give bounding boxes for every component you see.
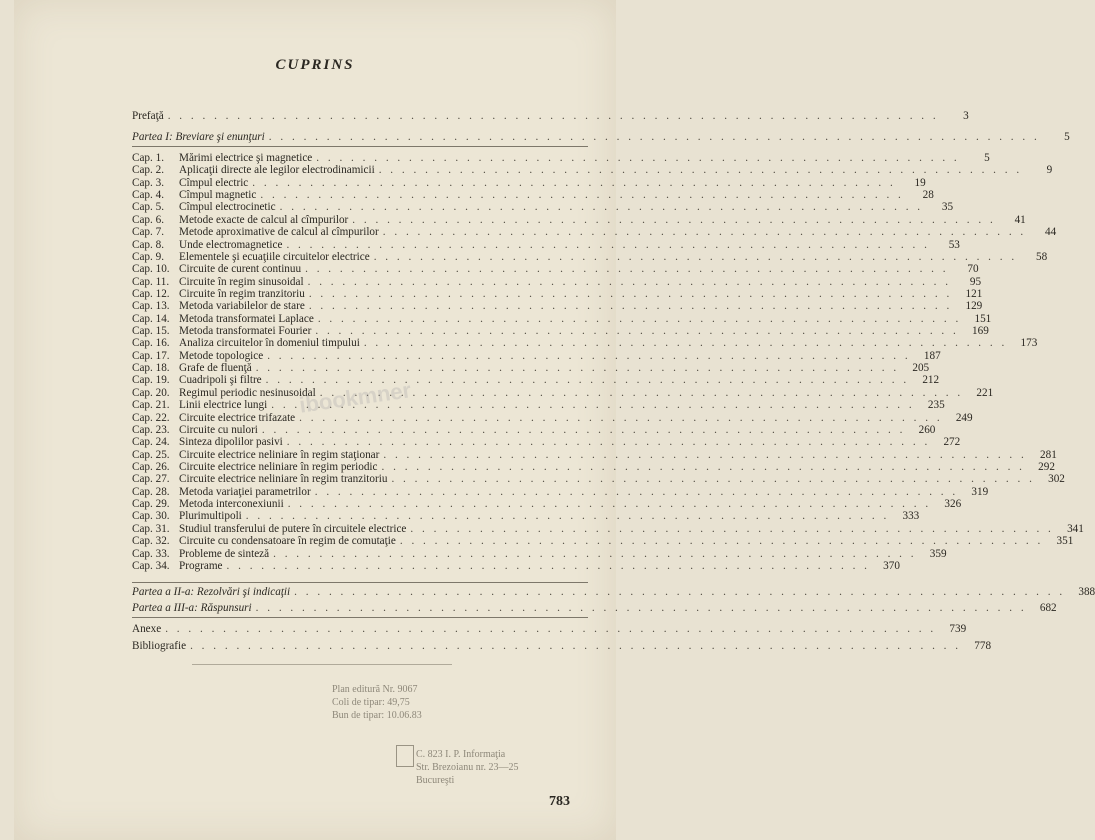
separator-line — [132, 617, 588, 618]
toc-entry-page: 778 — [974, 640, 992, 652]
imprint-line: Str. Brezoianu nr. 23—25 — [416, 762, 519, 773]
chapter-label: Cap. 12. — [132, 287, 170, 300]
chapter-title: Circuite în regim tranzitoriu — [179, 287, 305, 300]
chapter-title: Linii electrice lungi — [179, 399, 268, 412]
toc-entry-title: Partea I: Breviare şi enunţuri — [132, 131, 265, 143]
dot-leader — [168, 109, 939, 123]
chapter-title: Circuite în regim sinusoidal — [179, 275, 304, 288]
chapter-label: Cap. 14. — [132, 312, 170, 325]
chapter-title: Regimul periodic nesinusoidal — [179, 386, 316, 399]
chapter-title: Grafe de fluenţă — [179, 362, 252, 375]
toc-entry-partea-2 — [132, 585, 1095, 599]
chapter-label: Cap. 33. — [132, 547, 170, 560]
chapter-title: Metoda transformatei Fourier — [179, 325, 312, 338]
chapter-page: 173 — [1020, 337, 1038, 350]
chapter-title: Circuite cu condensatoare în regim de comutaţie — [179, 535, 396, 548]
chapter-label: Cap. 9. — [132, 250, 165, 263]
chapter-page: 187 — [923, 349, 941, 362]
chapter-label: Cap. 15. — [132, 325, 170, 338]
chapter-label: Cap. 2. — [132, 164, 165, 177]
chapter-label: Cap. 1. — [132, 152, 165, 164]
chapter-label: Cap. 17. — [132, 349, 170, 362]
toc-entry-bibliografie — [132, 639, 992, 653]
chapter-page: 41 — [1014, 213, 1026, 226]
chapter-page: 333 — [902, 510, 920, 523]
chapter-title: Circuite cu nulori — [179, 423, 258, 436]
chapter-label: Cap. 29. — [132, 498, 170, 511]
chapter-page: 359 — [929, 547, 947, 560]
separator-line — [132, 146, 588, 147]
chapter-title: Circuite electrice neliniare în regim staţionar — [179, 448, 380, 461]
chapter-title: Mărimi electrice şi magnetice — [179, 152, 313, 164]
imprint-line: Bucureşti — [416, 775, 455, 786]
chapter-label: Cap. 31. — [132, 522, 170, 535]
chapter-title: Metode aproximative de calcul al cîmpurilor — [179, 226, 379, 239]
chapter-page: 70 — [967, 263, 979, 276]
toc-entry-title: Partea a II-a: Rezolvări şi indicaţii — [132, 586, 291, 598]
chapter-title: Cîmpul magnetic — [179, 189, 257, 202]
chapter-title: Elementele şi ecuaţiile circuitelor electrice — [179, 250, 370, 263]
chapter-title: Metoda interconexiunii — [179, 498, 284, 511]
chapter-title-wrap — [179, 559, 870, 573]
toc-entry-title: Bibliografie — [132, 640, 187, 652]
chapter-title: Aplicaţii directe ale legilor electrodinamicii — [179, 164, 375, 177]
imprint-line: Plan editură Nr. 9067 — [332, 684, 418, 695]
separator-line — [132, 582, 588, 583]
chapter-page: 58 — [1035, 250, 1048, 263]
book-page — [14, 0, 1095, 840]
toc-entry-title: Prefaţă — [132, 110, 164, 122]
chapter-label: Cap. 20. — [132, 386, 170, 399]
dot-leader — [294, 585, 1065, 599]
chapter-title: Plurimultipoli — [179, 510, 242, 523]
chapter-title: Studiul transferului de putere în circuitele electrice — [179, 522, 407, 535]
watermark: ibookmner — [297, 377, 413, 418]
imprint-line: C. 823 I. P. Informaţia — [416, 749, 506, 760]
dot-leader — [190, 639, 961, 653]
chapter-title: Cuadripoli şi filtre — [179, 374, 262, 387]
chapter-label: Cap. 22. — [132, 411, 170, 424]
chapter-page: 260 — [918, 423, 936, 436]
chapter-page: 272 — [943, 436, 961, 449]
printer-logo — [396, 745, 414, 767]
chapter-title: Cîmpul electrocinetic — [179, 201, 276, 214]
chapter-page: 5 — [984, 152, 990, 164]
chapter-title: Metode topologice — [179, 349, 264, 362]
chapter-page: 19 — [914, 176, 926, 189]
dot-leader — [269, 130, 1040, 144]
chapter-label: Cap. 26. — [132, 461, 170, 473]
imprint-line: Coli de tipar: 49,75 — [332, 697, 410, 708]
chapter-label: Cap. 8. — [132, 238, 165, 251]
chapter-title: Metoda variaţiei parametrilor — [179, 485, 311, 498]
toc-entry-prefata — [132, 109, 969, 123]
chapter-label: Cap. 27. — [132, 473, 170, 486]
chapter-label: Cap. 7. — [132, 226, 165, 239]
chapter-page: 44 — [1045, 226, 1057, 239]
toc-entry-title: Anexe — [132, 623, 162, 635]
chapter-title: Metode exacte de calcul al cîmpurilor — [179, 213, 349, 226]
chapter-title: Metoda transformatei Laplace — [179, 312, 314, 325]
toc-entry-page: 5 — [1064, 131, 1070, 143]
toc-entry-anexe — [132, 622, 967, 636]
chapter-page: 169 — [972, 325, 989, 338]
chapter-page: 95 — [969, 275, 982, 288]
dot-leader — [227, 559, 870, 573]
chapter-label: Cap. 18. — [132, 362, 170, 375]
dot-leader — [256, 601, 1027, 615]
chapter-label: Cap. 19. — [132, 374, 170, 387]
chapter-title: Metoda variabilelor de stare — [179, 300, 305, 313]
separator-line — [192, 664, 452, 665]
chapter-title: Programe — [179, 559, 223, 572]
chapter-label: Cap. 6. — [132, 213, 165, 226]
chapter-label: Cap. 24. — [132, 436, 170, 449]
chapter-label: Cap. 25. — [132, 448, 170, 461]
toc-entry-partea-1 — [132, 130, 1070, 144]
chapter-label: Cap. 3. — [132, 176, 165, 189]
chapter-page: 53 — [948, 238, 960, 251]
chapter-page: 235 — [927, 399, 945, 412]
chapter-page: 9 — [1046, 164, 1053, 177]
chapter-page: 292 — [1038, 461, 1055, 473]
chapter-label: Cap. 4. — [132, 189, 165, 202]
toc-entry-page: 388 — [1078, 586, 1095, 598]
chapter-page: 35 — [941, 201, 954, 214]
print-imprint — [332, 683, 422, 722]
toc-entry-page: 3 — [963, 110, 969, 122]
chapter-label: Cap. 10. — [132, 263, 170, 276]
chapter-label: Cap. 23. — [132, 423, 170, 436]
chapter-page: 341 — [1067, 522, 1084, 535]
chapter-label: Cap. 28. — [132, 485, 170, 498]
chapter-title: Circuite electrice neliniare în regim tranzitoriu — [179, 473, 388, 486]
chapter-title: Analiza circuitelor în domeniul timpului — [179, 337, 360, 350]
chapter-page: 121 — [965, 287, 983, 300]
page-title: CUPRINS — [275, 57, 355, 73]
chapter-row — [132, 559, 900, 573]
chapter-title: Unde electromagnetice — [179, 238, 283, 251]
dot-leader — [165, 622, 936, 636]
chapter-title: Circuite electrice trifazate — [179, 411, 296, 424]
chapter-page: 28 — [922, 189, 934, 202]
chapter-title: Circuite de curent continuu — [179, 263, 302, 276]
chapter-page: 205 — [912, 362, 930, 375]
chapter-title: Circuite electrice neliniare în regim periodic — [179, 461, 378, 473]
toc-entry-page: 682 — [1039, 602, 1057, 614]
chapter-label: Cap. 5. — [132, 201, 165, 214]
chapter-page: 221 — [976, 386, 994, 399]
chapter-page: 370 — [883, 559, 900, 572]
chapter-page: 319 — [971, 485, 989, 498]
chapter-page: 281 — [1040, 448, 1057, 461]
chapter-page: 212 — [922, 374, 940, 387]
chapter-label: Cap. 30. — [132, 510, 170, 523]
chapter-page: 351 — [1056, 535, 1074, 548]
chapter-title: Sinteza dipolilor pasivi — [179, 436, 283, 449]
toc-entry-title: Partea a III-a: Răspunsuri — [132, 602, 252, 614]
chapter-page: 249 — [955, 411, 973, 424]
printer-imprint — [416, 748, 519, 787]
chapter-page: 129 — [965, 300, 983, 313]
chapter-page: 151 — [974, 312, 992, 325]
chapter-label: Cap. 13. — [132, 300, 170, 313]
chapter-label: Cap. 16. — [132, 337, 170, 350]
chapter-label: Cap. 21. — [132, 399, 170, 412]
toc-entry-page: 739 — [949, 623, 967, 635]
page-number: 783 — [549, 794, 570, 809]
imprint-line: Bun de tipar: 10.06.83 — [332, 710, 422, 721]
chapter-page: 302 — [1048, 473, 1065, 486]
toc-entry-partea-3 — [132, 601, 1057, 615]
chapter-label: Cap. 32. — [132, 535, 170, 548]
chapter-page: 326 — [944, 498, 962, 511]
chapter-label: Cap. 34. — [132, 559, 170, 572]
chapter-label: Cap. 11. — [132, 275, 170, 288]
chapter-title: Probleme de sinteză — [179, 547, 270, 560]
chapter-title: Cîmpul electric — [179, 176, 249, 189]
